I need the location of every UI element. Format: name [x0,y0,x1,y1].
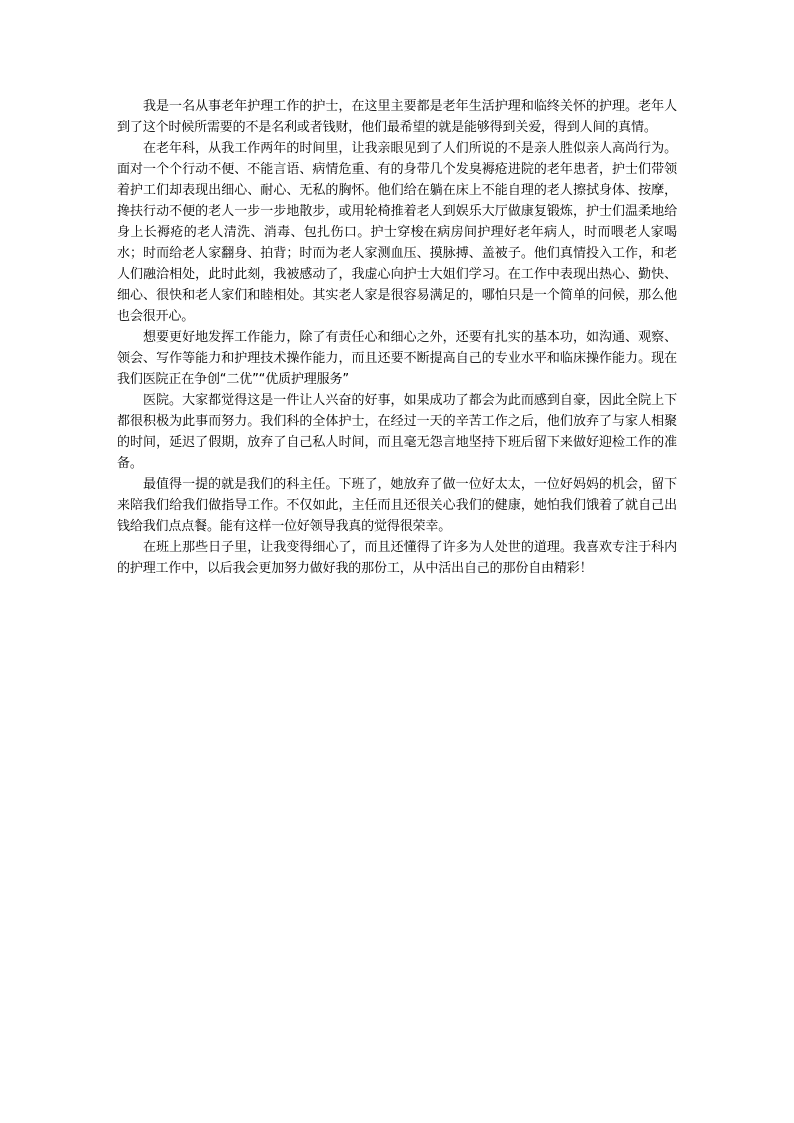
document-body [117,96,677,579]
paragraph-3: 想要更好地发挥工作能力，除了有责任心和细心之外，还要有扎实的基本功，如沟通、观察、领会、写作等能力和护理技术操作能力，而且还要不断提高自己的专业水平和临床操作能力。现在我们医院正在争创“二优”“优质护理服务” [117,330,677,387]
paragraph-6: 在班上那些日子里，让我变得细心了，而且还懂得了许多为人处世的道理。我喜欢专注于科内的护理工作中，以后我会更加努力做好我的那份工，从中活出自己的那份自由精彩！ [117,540,677,576]
paragraph-1: 我是一名从事老年护理工作的护士，在这里主要都是老年生活护理和临终关怀的护理。老年人到了这个时候所需要的不是名利或者钱财，他们最希望的就是能够得到关爱，得到人间的真情。 [117,99,677,135]
paragraph-4: 医院。大家都觉得这是一件让人兴奋的好事，如果成功了都会为此而感到自豪，因此全院上下都很积极为此事而努力。我们科的全体护士，在经过一天的辛苦工作之后，他们放弃了与家人相聚的时间，延迟了假期，放弃了自己私人时间，而且毫无怨言地坚持下班后留下来做好迎检工作的准备。 [117,393,677,471]
paragraph-2: 在老年科，从我工作两年的时间里，让我亲眼见到了人们所说的不是亲人胜似亲人高尚行为。面对一个个行动不便、不能言语、病情危重、有的身带几个发臭褥疮进院的老年患者，护士们带领着护工们却表现出细心、耐心、无私的胸怀。他们给在躺在床上不能自理的老人擦拭身体、按摩，搀扶行动不便的老人一步一步地散步，或用轮椅推着老人到娱乐大厅做康复锻炼，护士们温柔地给身上长褥疮的老人清洗、消毒、包扎伤口。护士穿梭在病房间护理好老年病人，时而喂老人家喝水；时而给老人家翻身、拍背；时而为老人家测血压、摸脉搏、盖被子。他们真情投入工作，和老人们融洽相处，此时此刻，我被感动了，我虚心向护士大姐们学习。在工作中表现出热心、勤快、细心、很快和老人家们和睦相处。其实老人家是很容易满足的，哪怕只是一个简单的问候，那么他也会很开心。 [117,141,677,324]
paragraph-5: 最值得一提的就是我们的科主任。下班了，她放弃了做一位好太太，一位好妈妈的机会，留下来陪我们给我们做指导工作。不仅如此，主任而且还很关心我们的健康，她怕我们饿着了就自己出钱给我们点点餐。能有这样一位好领导我真的觉得很荣幸。 [117,477,677,534]
